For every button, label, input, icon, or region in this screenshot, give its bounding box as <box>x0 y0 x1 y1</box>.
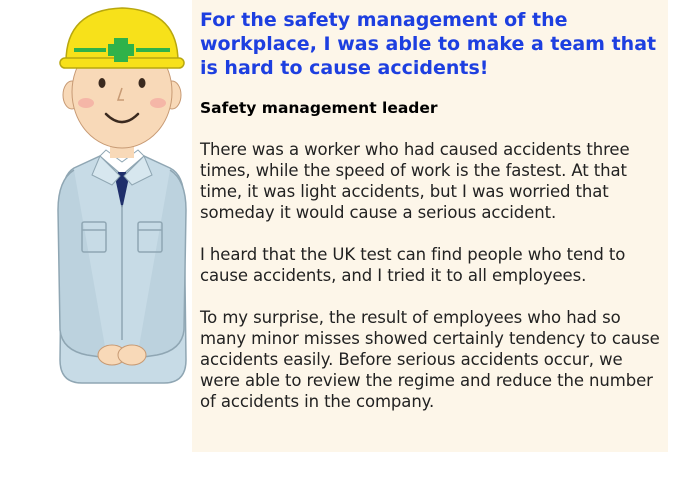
paragraph-1: There was a worker who had caused accidents three times, while the speed of work is the fastest. At that time, it was light accidents, but I was worried that someday it would cause a serious accident. <box>200 140 630 222</box>
role-label: Safety management leader <box>200 99 438 117</box>
paragraph-3: To my surprise, the result of employees who had so many minor misses showed certainly tendency to cause accidents easily. Before serious accidents occur, we were able to review the regime and reduce the number of accidents in the company. <box>200 308 660 411</box>
paragraph-2: I heard that the UK test can find people who tend to cause accidents, and I tried it to all employees. <box>200 245 626 285</box>
safety-worker-icon <box>52 0 192 390</box>
headline: For the safety management of the workplace, I was able to make a team that is hard to cause accidents! <box>200 9 657 79</box>
testimonial-panel <box>192 0 668 452</box>
